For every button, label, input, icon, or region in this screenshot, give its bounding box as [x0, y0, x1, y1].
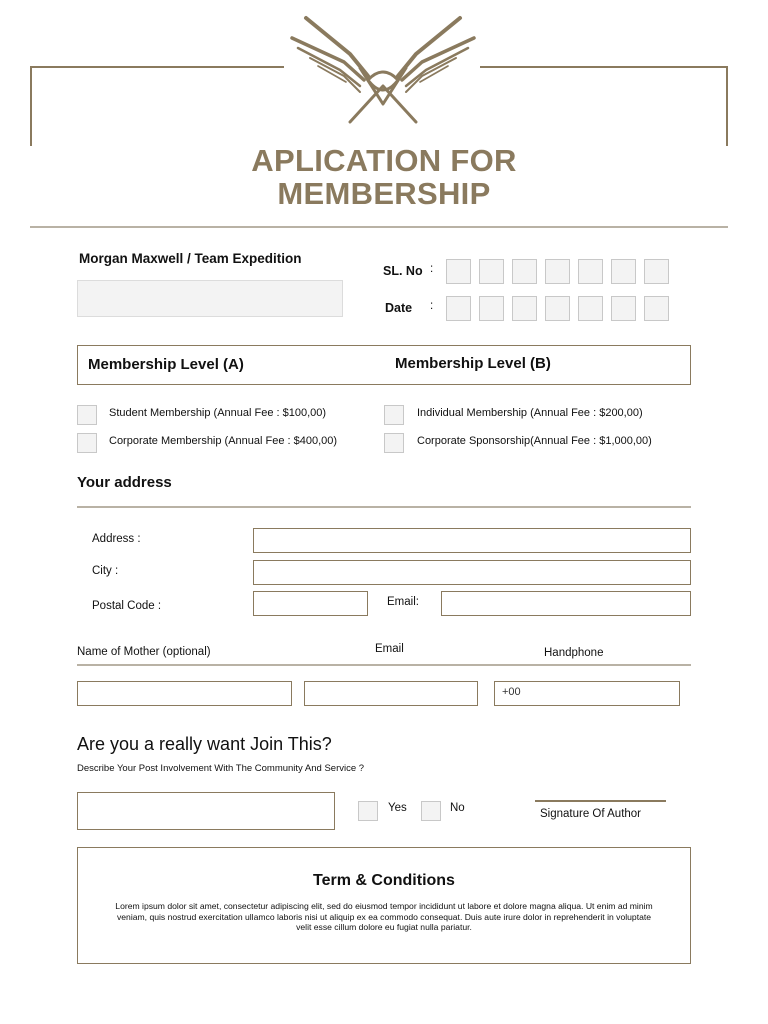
sl-no-digit-box[interactable]	[644, 259, 669, 284]
date-digit-box[interactable]	[512, 296, 537, 321]
student-membership-checkbox[interactable]	[77, 405, 97, 425]
postal-code-input[interactable]	[253, 591, 368, 616]
membership-level-b-label: Membership Level (B)	[395, 355, 551, 372]
yes-label: Yes	[388, 802, 407, 814]
sl-no-digit-box[interactable]	[512, 259, 537, 284]
header-frame-right	[726, 66, 728, 146]
terms-body: Lorem ipsum dolor sit amet, consectetur adipiscing elit, sed do eiusmod tempor incididunt ut labore et dolore magna aliqua. Ut enim ad minim veniam, quis nostrud exercitation ullamco laboris nisi ut aliquip ex ea commodo consequat. Duis aute irure dolor in reprehenderit in voluptate velit esse cillum dolore eu fugiat nulla pariatur.	[115, 901, 653, 932]
address-label: Address :	[92, 533, 141, 545]
date-label: Date	[385, 301, 413, 315]
corporate-sponsorship-label: Corporate Sponsorship(Annual Fee : $1,000,00)	[417, 435, 652, 447]
individual-membership-label: Individual Membership (Annual Fee : $200,00)	[417, 407, 643, 419]
involvement-input[interactable]	[77, 792, 335, 830]
title-divider	[30, 226, 728, 228]
postal-code-label: Postal Code :	[92, 600, 162, 612]
sl-no-colon: :	[430, 263, 434, 275]
join-description: Describe Your Post Involvement With The Community And Service ?	[77, 763, 365, 774]
date-digit-box[interactable]	[644, 296, 669, 321]
mother-name-label: Name of Mother (optional)	[77, 646, 211, 658]
contact-email-label: Email	[375, 643, 404, 655]
applicant-name-label: Morgan Maxwell / Team Expedition	[79, 251, 302, 266]
header-frame-top-right	[480, 66, 728, 68]
header-frame-top-left	[30, 66, 284, 68]
handphone-label: Handphone	[544, 647, 604, 659]
contact-divider	[77, 664, 691, 666]
corporate-membership-checkbox[interactable]	[77, 433, 97, 453]
no-label: No	[450, 802, 465, 814]
date-colon: :	[430, 300, 434, 312]
page-title-line2: MEMBERSHIP	[277, 176, 491, 211]
applicant-name-field[interactable]	[77, 280, 343, 317]
corporate-sponsorship-checkbox[interactable]	[384, 433, 404, 453]
sl-no-digit-box[interactable]	[545, 259, 570, 284]
sl-no-label: SL. No	[383, 264, 423, 278]
sl-no-digit-box[interactable]	[611, 259, 636, 284]
corporate-membership-label: Corporate Membership (Annual Fee : $400,00)	[109, 435, 338, 447]
terms-heading: Term & Conditions	[313, 872, 455, 889]
date-digit-box[interactable]	[611, 296, 636, 321]
yes-checkbox[interactable]	[358, 801, 378, 821]
sl-no-digit-box[interactable]	[479, 259, 504, 284]
individual-membership-checkbox[interactable]	[384, 405, 404, 425]
city-input[interactable]	[253, 560, 691, 585]
header-frame-left	[30, 66, 32, 146]
signature-line	[535, 800, 666, 802]
address-email-label: Email:	[387, 596, 419, 608]
date-digit-box[interactable]	[446, 296, 471, 321]
address-input[interactable]	[253, 528, 691, 553]
winged-emblem-icon	[288, 14, 478, 128]
signature-label: Signature Of Author	[540, 808, 642, 820]
city-label: City :	[92, 565, 119, 577]
handphone-input[interactable]: +00	[494, 681, 680, 706]
date-digit-box[interactable]	[479, 296, 504, 321]
address-divider	[77, 506, 691, 508]
no-checkbox[interactable]	[421, 801, 441, 821]
date-digit-box[interactable]	[545, 296, 570, 321]
contact-email-input[interactable]	[304, 681, 478, 706]
date-digit-box[interactable]	[578, 296, 603, 321]
page-title-line1: APLICATION FOR	[251, 143, 517, 178]
sl-no-digit-box[interactable]	[578, 259, 603, 284]
join-question: Are you a really want Join This?	[77, 734, 332, 754]
student-membership-label: Student Membership (Annual Fee : $100,00)	[109, 407, 327, 419]
address-heading: Your address	[77, 474, 172, 491]
mother-name-input[interactable]	[77, 681, 292, 706]
address-email-input[interactable]	[441, 591, 691, 616]
membership-level-a-label: Membership Level (A)	[88, 356, 244, 373]
sl-no-digit-box[interactable]	[446, 259, 471, 284]
